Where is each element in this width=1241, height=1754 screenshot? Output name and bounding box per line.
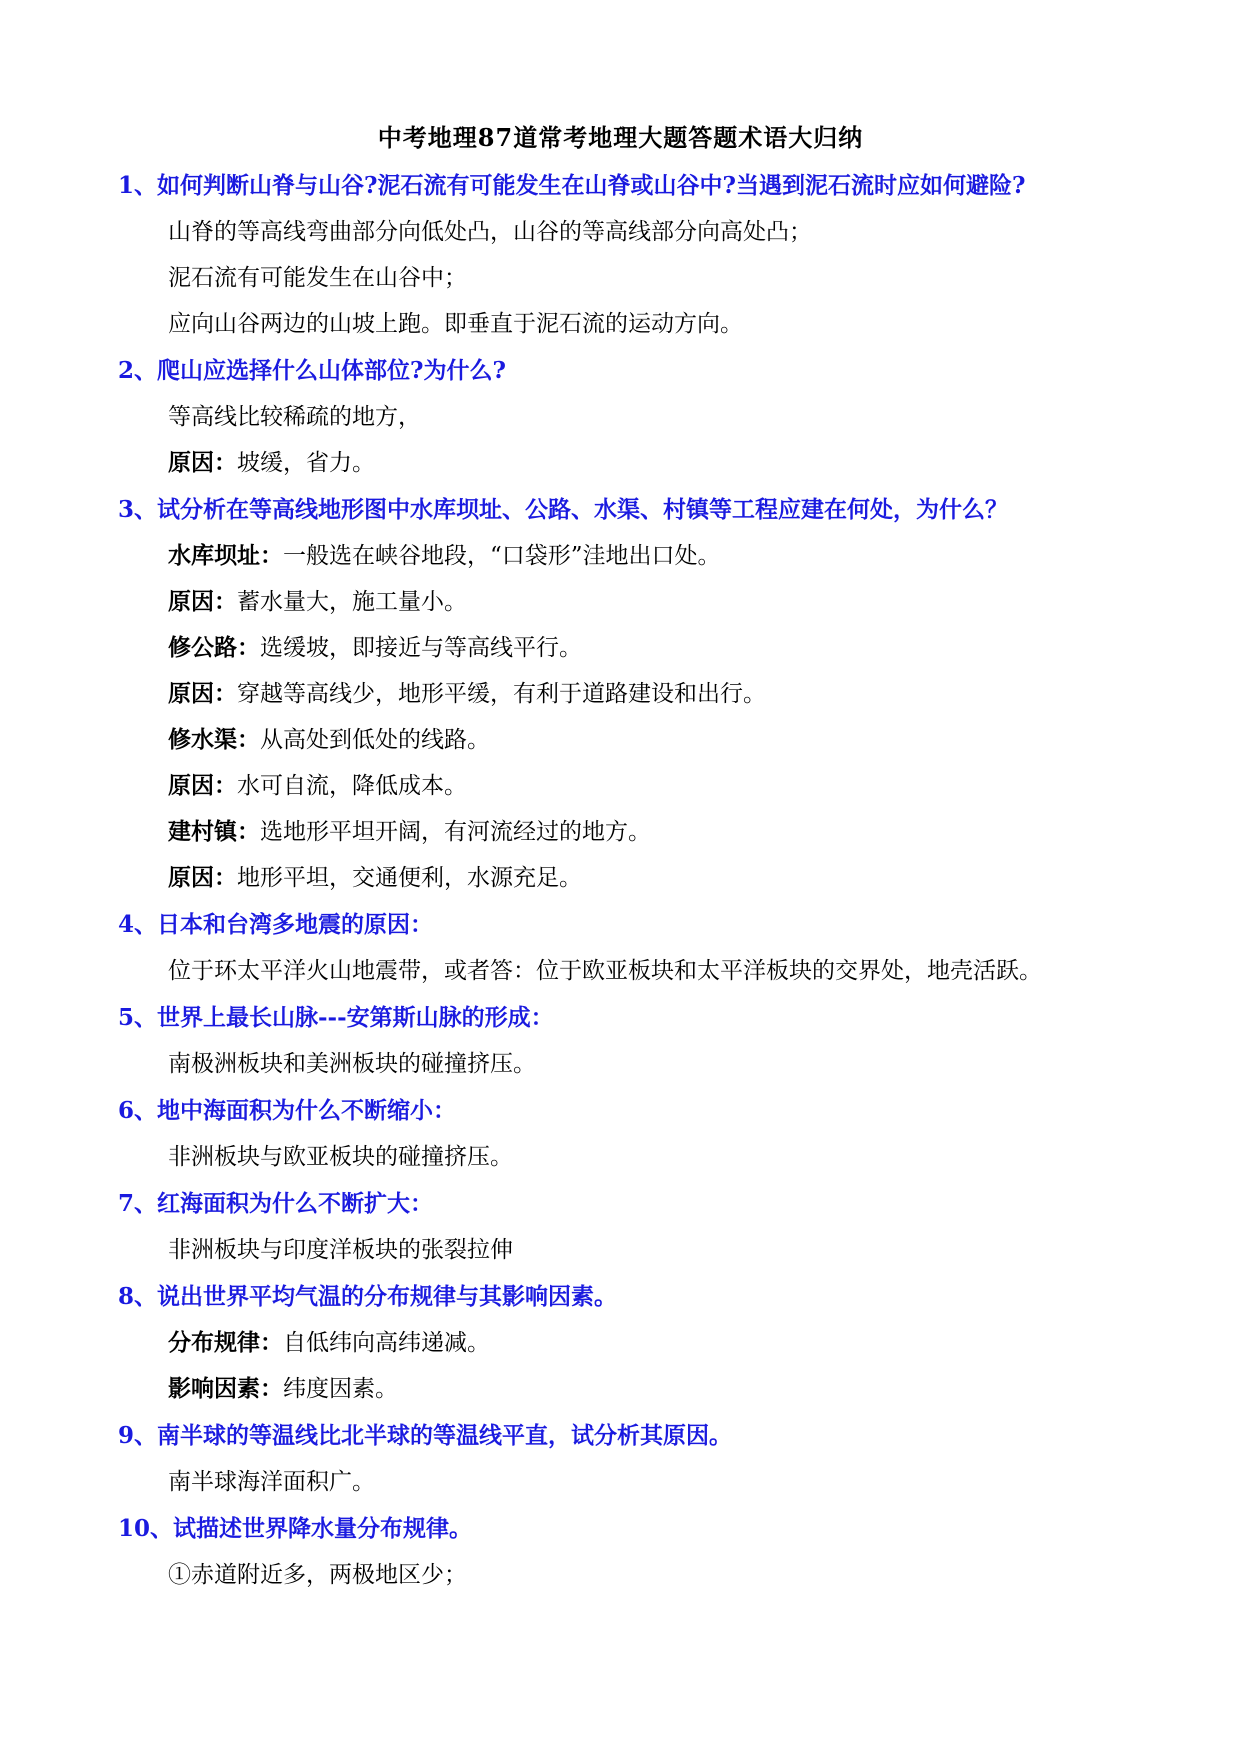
- answer-line: [118, 671, 1138, 717]
- answer-line: [118, 209, 1138, 255]
- answer-label: 修公路：: [168, 634, 260, 661]
- answer-text: 泥石流有可能发生在山谷中；: [168, 265, 467, 291]
- answer-line: [118, 394, 1138, 440]
- question-heading: 3、试分析在等高线地形图中水库坝址、公路、水渠、村镇等工程应建在何处，为什么？: [118, 496, 1009, 523]
- question-heading: 6、地中海面积为什么不断缩小：: [118, 1097, 457, 1124]
- answer-text: 坡缓，省力。: [237, 450, 375, 476]
- answer-line: [118, 1227, 1138, 1273]
- question-heading: 10、试描述世界降水量分布规律。: [118, 1515, 473, 1542]
- answer-text: ①赤道附近多，两极地区少；: [168, 1562, 467, 1588]
- answer-line: [118, 1041, 1138, 1087]
- answer-text: 位于环太平洋火山地震带，或者答：位于欧亚板块和太平洋板块的交界处，地壳活跃。: [168, 958, 1042, 984]
- answer-text: 选地形平坦开阔，有河流经过的地方。: [260, 819, 651, 845]
- document-title: 中考地理87道常考地理大题答题术语大归纳: [377, 123, 864, 152]
- answer-label: 水库坝址：: [168, 542, 283, 569]
- answer-line: [118, 948, 1138, 994]
- answer-text: 地形平坦，交通便利，水源充足。: [237, 865, 582, 891]
- answer-text: 水可自流，降低成本。: [237, 773, 467, 799]
- answer-text: 自低纬向高纬递减。: [283, 1330, 490, 1356]
- question-heading: 2、爬山应选择什么山体部位?为什么?: [118, 357, 506, 384]
- question-heading: 8、说出世界平均气温的分布规律与其影响因素。: [118, 1283, 618, 1310]
- answer-label: 原因：: [168, 680, 237, 707]
- answer-label: 原因：: [168, 864, 237, 891]
- answer-line: [118, 1320, 1138, 1366]
- answer-text: 非洲板块与印度洋板块的张裂拉伸: [168, 1237, 513, 1263]
- answer-label: 原因：: [168, 772, 237, 799]
- answer-text: 从高处到低处的线路。: [260, 727, 490, 753]
- question-heading: 7、红海面积为什么不断扩大：: [118, 1190, 434, 1217]
- answer-text: 应向山谷两边的山坡上跑。即垂直于泥石流的运动方向。: [168, 311, 743, 337]
- answer-line: [118, 1459, 1138, 1505]
- question-heading: 1、如何判断山脊与山谷?泥石流有可能发生在山脊或山谷中?当遇到泥石流时应如何避险?: [118, 172, 1026, 199]
- answer-line: [118, 533, 1138, 579]
- qa-list: [118, 162, 1138, 1598]
- answer-label: 修水渠：: [168, 726, 260, 753]
- answer-line: [118, 625, 1138, 671]
- answer-text: 非洲板块与欧亚板块的碰撞挤压。: [168, 1144, 513, 1170]
- answer-line: [118, 1552, 1138, 1598]
- answer-line: [118, 579, 1138, 625]
- question-heading: 4、日本和台湾多地震的原因：: [118, 911, 434, 938]
- question-heading: 5、世界上最长山脉---安第斯山脉的形成：: [118, 1004, 554, 1031]
- answer-label: 原因：: [168, 449, 237, 476]
- answer-line: [118, 1134, 1138, 1180]
- answer-label: 影响因素：: [168, 1375, 283, 1402]
- answer-text: 山脊的等高线弯曲部分向低处凸，山谷的等高线部分向高处凸；: [168, 219, 812, 245]
- answer-text: 选缓坡，即接近与等高线平行。: [260, 635, 582, 661]
- answer-text: 一般选在峡谷地段，“口袋形”洼地出口处。: [283, 543, 721, 569]
- answer-label: 原因：: [168, 588, 237, 615]
- answer-line: [118, 1366, 1138, 1412]
- answer-line: [118, 809, 1138, 855]
- answer-text: 蓄水量大，施工量小。: [237, 589, 467, 615]
- answer-line: [118, 717, 1138, 763]
- answer-text: 等高线比较稀疏的地方，: [168, 404, 421, 430]
- answer-label: 建村镇：: [168, 818, 260, 845]
- answer-text: 穿越等高线少，地形平缓，有利于道路建设和出行。: [237, 681, 766, 707]
- answer-line: [118, 440, 1138, 486]
- answer-line: [118, 255, 1138, 301]
- question-heading: 9、南半球的等温线比北半球的等温线平直，试分析其原因。: [118, 1422, 733, 1449]
- answer-text: 纬度因素。: [283, 1376, 398, 1402]
- answer-line: [118, 763, 1138, 809]
- answer-label: 分布规律：: [168, 1329, 283, 1356]
- answer-text: 南半球海洋面积广。: [168, 1469, 375, 1495]
- answer-line: [118, 301, 1138, 347]
- answer-text: 南极洲板块和美洲板块的碰撞挤压。: [168, 1051, 536, 1077]
- answer-line: [118, 855, 1138, 901]
